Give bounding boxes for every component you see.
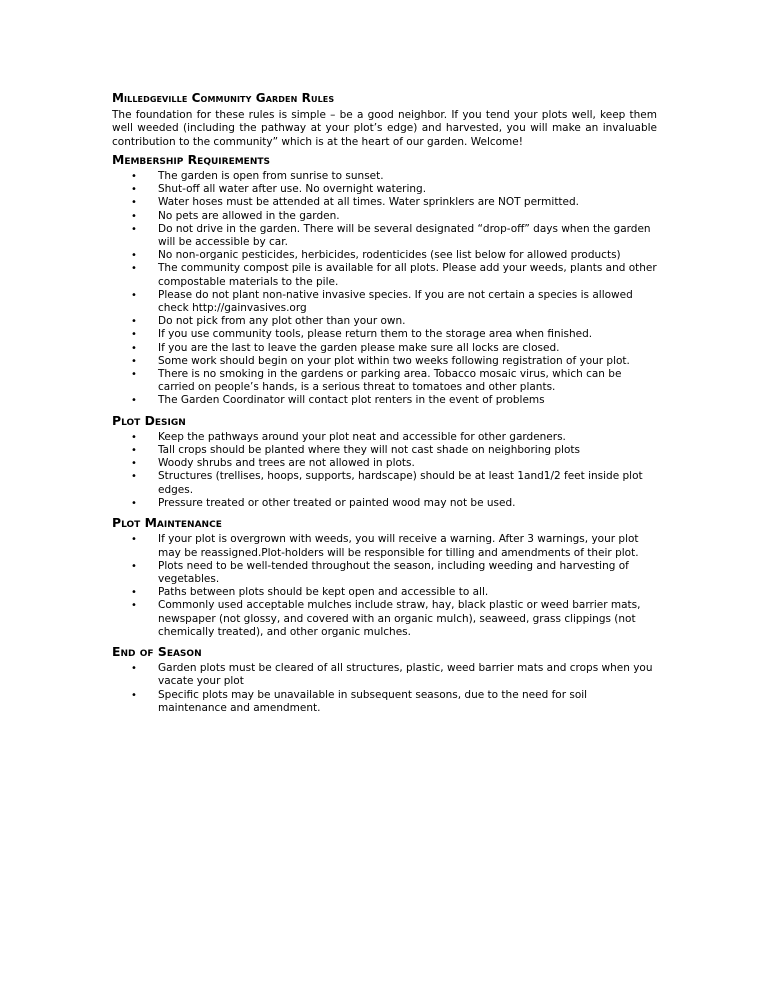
- intro-paragraph: The foundation for these rules is simple – be a good neighbor. If you tend your plots well, keep them well weeded (including the pathway at your plot’s edge) and harvested, you will make an invaluable contribution to the community” which is at the heart of our garden. Welcome!: [112, 109, 657, 148]
- list-item: • No non-organic pesticides, herbicides, rodenticides (see list below for allowed products): [158, 249, 657, 262]
- list-item: • The community compost pile is available for all plots. Please add your weeds, plants and other compostable materials to the pile.: [158, 262, 657, 288]
- list-item: • Keep the pathways around your plot neat and accessible for other gardeners.: [158, 431, 657, 444]
- list-item: • If your plot is overgrown with weeds, you will receive a warning. After 3 warnings, your plot may be reassigned.Plot-holders will be responsible for tilling and amendments of their plot.: [158, 533, 657, 559]
- list-item: • If you are the last to leave the garden please make sure all locks are closed.: [158, 342, 657, 355]
- list-item: • Paths between plots should be kept open and accessible to all.: [158, 586, 657, 599]
- document-title: Milledgeville Community Garden Rules: [112, 91, 335, 105]
- list-item: • Please do not plant non-native invasive species. If you are not certain a species is allowed check http://gainvasives.org: [158, 289, 657, 315]
- list-item: • Garden plots must be cleared of all structures, plastic, weed barrier mats and crops when you vacate your plot: [158, 662, 657, 688]
- list-item: • Tall crops should be planted where they will not cast shade on neighboring plots: [158, 444, 657, 457]
- section-heading-plot-maintenance: Plot Maintenance: [112, 515, 222, 531]
- list-item: • No pets are allowed in the garden.: [158, 210, 657, 223]
- section-heading-plot-design: Plot Design: [112, 412, 186, 428]
- list-item: • Pressure treated or other treated or painted wood may not be used.: [158, 497, 657, 510]
- list-item: • Some work should begin on your plot within two weeks following registration of your plot.: [158, 355, 657, 368]
- list-item: • Do not drive in the garden. There will be several designated “drop-off” days when the garden will be accessible by car.: [158, 223, 657, 249]
- list-item: • Commonly used acceptable mulches include straw, hay, black plastic or weed barrier mats, newspaper (not glossy, and covered with an organic mulch), seaweed, grass clippings (not chemically treated), and other organic mulches.: [158, 599, 657, 639]
- list-item: • Specific plots may be unavailable in subsequent seasons, due to the need for soil maintenance and amendment.: [158, 689, 657, 715]
- section-heading-end-of-season: End of Season: [112, 643, 202, 659]
- membership-list: [112, 170, 657, 408]
- end-of-season-list: [112, 662, 657, 715]
- list-item: • The Garden Coordinator will contact plot renters in the event of problems: [158, 394, 657, 407]
- list-item: • The garden is open from sunrise to sunset.: [158, 170, 657, 183]
- list-item: • There is no smoking in the gardens or parking area. Tobacco mosaic virus, which can be carried on people’s hands, is a serious threat to tomatoes and other plants.: [158, 368, 657, 394]
- section-heading-membership: Membership Requirements: [112, 151, 270, 167]
- document-page: [112, 92, 657, 721]
- list-item: • Water hoses must be attended at all times. Water sprinklers are NOT permitted.: [158, 196, 657, 209]
- plot-design-list: [112, 431, 657, 510]
- list-item: • If you use community tools, please return them to the storage area when finished.: [158, 328, 657, 341]
- list-item: • Shut-off all water after use. No overnight watering.: [158, 183, 657, 196]
- list-item: • Structures (trellises, hoops, supports, hardscape) should be at least 1and1/2 feet inside plot edges.: [158, 470, 657, 496]
- list-item: • Plots need to be well-tended throughout the season, including weeding and harvesting of vegetables.: [158, 560, 657, 586]
- list-item: • Woody shrubs and trees are not allowed in plots.: [158, 457, 657, 470]
- plot-maintenance-list: [112, 533, 657, 639]
- list-item: • Do not pick from any plot other than your own.: [158, 315, 657, 328]
